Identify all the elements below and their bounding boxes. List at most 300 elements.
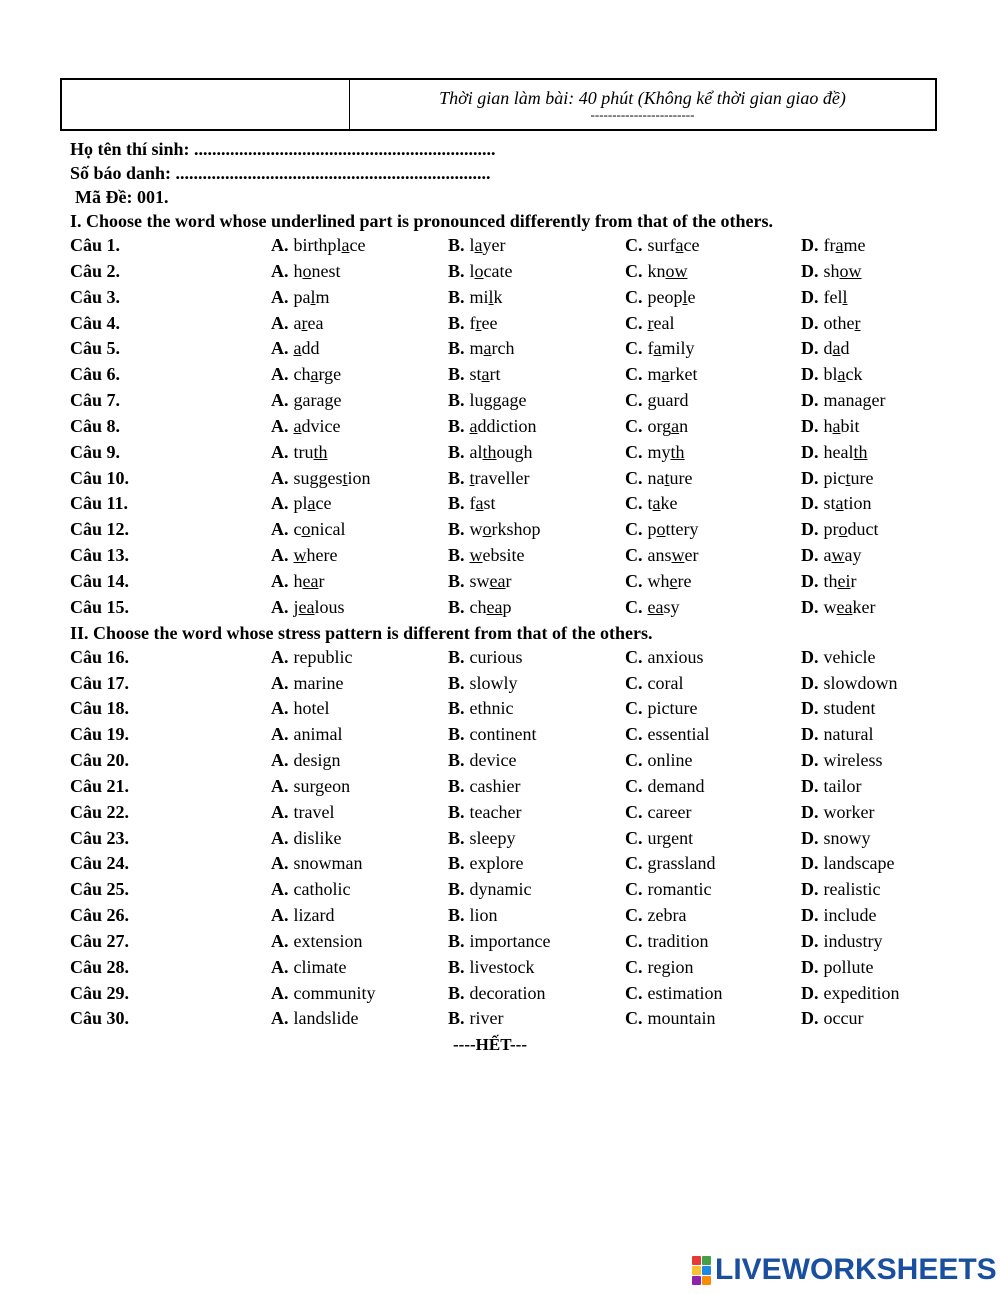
header-dashes: ------------------------ bbox=[590, 107, 695, 122]
question-number: Câu 15. bbox=[70, 596, 130, 617]
underlined-part: o bbox=[482, 519, 492, 540]
option-word: lizard bbox=[293, 905, 335, 926]
logo-text: LIVEWORKSHEETS bbox=[715, 1253, 997, 1286]
option-letter: C. bbox=[625, 827, 643, 848]
answer-option[interactable] bbox=[801, 491, 872, 517]
answer-option[interactable] bbox=[625, 259, 688, 285]
answer-option[interactable] bbox=[448, 233, 506, 259]
option-letter: B. bbox=[448, 570, 465, 591]
option-letter: A. bbox=[271, 467, 289, 488]
answer-option[interactable] bbox=[801, 903, 876, 929]
answer-option[interactable] bbox=[271, 543, 337, 569]
word-part: d bbox=[823, 338, 833, 359]
word-part: gage bbox=[492, 390, 527, 411]
answer-option[interactable] bbox=[448, 311, 498, 337]
answer-option[interactable] bbox=[448, 259, 513, 285]
question-number: Câu 24. bbox=[70, 853, 130, 874]
word-part: birthpl bbox=[293, 235, 342, 255]
answer-option[interactable] bbox=[271, 285, 330, 311]
option-word bbox=[648, 313, 675, 333]
option-letter: B. bbox=[448, 467, 465, 488]
question-number: Câu 21. bbox=[70, 775, 130, 796]
option-word bbox=[470, 519, 541, 539]
header-right-cell bbox=[350, 80, 935, 129]
answer-option[interactable] bbox=[625, 903, 686, 929]
answer-option[interactable] bbox=[271, 929, 363, 955]
answer-option[interactable] bbox=[271, 440, 328, 466]
answer-option[interactable] bbox=[271, 414, 340, 440]
option-word: realistic bbox=[823, 879, 881, 900]
answer-option[interactable] bbox=[625, 877, 711, 903]
word-part: here bbox=[306, 545, 338, 566]
underlined-part: t bbox=[664, 467, 670, 488]
option-word bbox=[294, 338, 320, 358]
question-row bbox=[70, 645, 970, 671]
answer-option[interactable] bbox=[271, 851, 363, 877]
answer-option[interactable] bbox=[271, 259, 341, 285]
word-part: ke bbox=[660, 493, 678, 514]
word-part: fr bbox=[823, 235, 836, 255]
option-word: decoration bbox=[469, 982, 546, 1003]
word-part: lous bbox=[314, 596, 345, 617]
option-word: cashier bbox=[469, 775, 521, 796]
option-letter: A. bbox=[271, 235, 289, 255]
word-part: raveller bbox=[474, 467, 530, 488]
answer-option[interactable] bbox=[271, 826, 342, 852]
answer-option[interactable] bbox=[448, 336, 515, 362]
answer-option[interactable] bbox=[271, 645, 352, 671]
answer-option[interactable] bbox=[801, 362, 863, 388]
option-letter: C. bbox=[625, 930, 643, 951]
option-word bbox=[648, 493, 678, 513]
option-letter: D. bbox=[801, 698, 819, 719]
student-id-line[interactable]: Số báo danh: ...................................................................... bbox=[70, 163, 491, 183]
option-word: catholic bbox=[293, 879, 351, 900]
header-table bbox=[60, 78, 937, 131]
underlined-part: o bbox=[656, 519, 666, 540]
underlined-part: a bbox=[293, 415, 302, 436]
answer-option[interactable] bbox=[271, 311, 323, 337]
word-part: n bbox=[679, 415, 689, 436]
word-part: k bbox=[493, 286, 503, 307]
underlined-part: a bbox=[483, 338, 492, 359]
answer-option[interactable] bbox=[625, 233, 699, 259]
option-letter: B. bbox=[448, 879, 465, 900]
answer-option[interactable] bbox=[448, 645, 523, 671]
question-row bbox=[70, 543, 970, 569]
answer-option[interactable] bbox=[801, 877, 880, 903]
answer-option[interactable] bbox=[271, 569, 324, 595]
word-part: mily bbox=[661, 338, 695, 359]
option-word: online bbox=[647, 750, 693, 771]
answer-option[interactable] bbox=[625, 696, 697, 722]
answer-option[interactable] bbox=[448, 414, 537, 440]
answer-option[interactable] bbox=[801, 826, 871, 852]
answer-option[interactable] bbox=[625, 414, 688, 440]
answer-option[interactable] bbox=[625, 517, 699, 543]
underlined-part: ow bbox=[839, 260, 862, 281]
question-number: Câu 6. bbox=[70, 364, 121, 385]
option-word bbox=[294, 364, 342, 384]
answer-option[interactable] bbox=[625, 955, 693, 981]
word-part: c bbox=[293, 519, 302, 540]
answer-option[interactable] bbox=[448, 877, 532, 903]
answer-option[interactable] bbox=[271, 722, 342, 748]
answer-option[interactable] bbox=[801, 774, 862, 800]
option-word: wireless bbox=[823, 750, 883, 771]
section2-title: II. Choose the word whose stress pattern is different from that of the others. bbox=[70, 622, 653, 643]
option-word bbox=[648, 390, 689, 410]
answer-option[interactable] bbox=[271, 517, 345, 543]
answer-option[interactable] bbox=[448, 722, 537, 748]
word-part: na bbox=[647, 467, 665, 488]
underlined-part: a bbox=[832, 415, 841, 436]
answer-option[interactable] bbox=[271, 1006, 359, 1032]
option-word bbox=[294, 390, 342, 410]
underlined-part: th bbox=[482, 441, 497, 462]
question-row bbox=[70, 929, 970, 955]
option-word: hotel bbox=[293, 698, 330, 719]
question-number: Câu 13. bbox=[70, 545, 130, 566]
student-name-line[interactable]: Họ tên thí sinh: ................................................................... bbox=[70, 139, 496, 159]
answer-option[interactable] bbox=[625, 569, 691, 595]
answer-option[interactable] bbox=[448, 903, 498, 929]
word-part: a bbox=[293, 312, 302, 333]
option-letter: D. bbox=[801, 827, 819, 848]
option-word bbox=[824, 364, 863, 384]
option-word bbox=[470, 313, 498, 333]
question-row bbox=[70, 440, 970, 466]
answer-option[interactable] bbox=[625, 1006, 716, 1032]
answer-option[interactable] bbox=[801, 233, 866, 259]
answer-option[interactable] bbox=[271, 336, 320, 362]
option-letter: A. bbox=[271, 596, 289, 617]
answer-option[interactable] bbox=[448, 543, 525, 569]
answer-option[interactable] bbox=[625, 440, 685, 466]
option-word bbox=[470, 287, 503, 307]
option-word bbox=[470, 545, 525, 565]
underlined-part: o bbox=[302, 260, 312, 281]
option-word: extension bbox=[293, 930, 363, 951]
word-part: fel bbox=[823, 286, 843, 307]
underlined-part: a bbox=[469, 415, 478, 436]
option-letter: D. bbox=[801, 982, 819, 1003]
answer-option[interactable] bbox=[448, 748, 516, 774]
answer-option[interactable] bbox=[801, 645, 875, 671]
answer-option[interactable] bbox=[448, 362, 501, 388]
option-letter: A. bbox=[271, 570, 289, 591]
underlined-part: l bbox=[682, 286, 688, 307]
answer-option[interactable] bbox=[271, 595, 345, 621]
underlined-part: a bbox=[661, 364, 670, 385]
answer-option[interactable] bbox=[801, 955, 874, 981]
answer-option[interactable] bbox=[801, 929, 883, 955]
word-part: ddiction bbox=[477, 415, 537, 436]
option-word: dynamic bbox=[469, 879, 532, 900]
answer-option[interactable] bbox=[271, 233, 365, 259]
option-letter: A. bbox=[271, 801, 289, 822]
answer-option[interactable] bbox=[448, 491, 496, 517]
answer-option[interactable] bbox=[625, 774, 704, 800]
answer-option[interactable] bbox=[625, 671, 683, 697]
option-word: curious bbox=[469, 646, 523, 667]
answer-option[interactable] bbox=[801, 517, 879, 543]
answer-option[interactable] bbox=[448, 595, 512, 621]
answer-option[interactable] bbox=[625, 491, 678, 517]
answer-option[interactable] bbox=[271, 671, 343, 697]
answer-option[interactable] bbox=[448, 466, 530, 492]
answer-option[interactable] bbox=[801, 569, 857, 595]
word-part: ea bbox=[307, 312, 324, 333]
option-letter: A. bbox=[271, 493, 289, 514]
answer-option[interactable] bbox=[271, 696, 330, 722]
question-number: Câu 16. bbox=[70, 646, 130, 667]
answer-option[interactable] bbox=[625, 388, 688, 414]
option-word bbox=[294, 545, 338, 565]
word-part: ch bbox=[469, 596, 487, 617]
answer-option[interactable] bbox=[271, 903, 334, 929]
answer-option[interactable] bbox=[625, 722, 709, 748]
underlined-part: a bbox=[837, 364, 846, 385]
answer-option[interactable] bbox=[625, 748, 693, 774]
answer-option[interactable] bbox=[271, 774, 350, 800]
answer-option[interactable] bbox=[625, 362, 698, 388]
word-part: r bbox=[318, 570, 325, 591]
underlined-part: w bbox=[831, 545, 845, 566]
option-letter: A. bbox=[271, 338, 289, 359]
answer-option[interactable] bbox=[448, 851, 524, 877]
option-letter: D. bbox=[801, 879, 819, 900]
question-number: Câu 7. bbox=[70, 390, 121, 411]
answer-option[interactable] bbox=[801, 466, 874, 492]
option-word: vehicle bbox=[823, 646, 876, 667]
answer-option[interactable] bbox=[448, 774, 520, 800]
answer-option[interactable] bbox=[625, 336, 695, 362]
answer-option[interactable] bbox=[448, 285, 503, 311]
answer-option[interactable] bbox=[625, 800, 691, 826]
option-word: picture bbox=[647, 698, 698, 719]
word-part: ck bbox=[845, 364, 863, 385]
option-letter: B. bbox=[448, 750, 465, 771]
option-word: ethnic bbox=[469, 698, 514, 719]
answer-option[interactable] bbox=[271, 748, 341, 774]
answer-option[interactable] bbox=[801, 851, 894, 877]
answer-option[interactable] bbox=[448, 929, 550, 955]
option-word bbox=[824, 571, 857, 591]
answer-option[interactable] bbox=[801, 440, 868, 466]
option-letter: A. bbox=[271, 390, 289, 411]
option-word bbox=[294, 468, 371, 488]
question-row bbox=[70, 517, 970, 543]
option-word: tradition bbox=[647, 930, 709, 951]
answer-option[interactable] bbox=[801, 800, 874, 826]
word-part: m bbox=[315, 286, 330, 307]
answer-option[interactable] bbox=[625, 543, 698, 569]
underlined-part: g bbox=[293, 390, 303, 411]
option-letter: B. bbox=[448, 672, 465, 693]
answer-option[interactable] bbox=[625, 466, 693, 492]
option-letter: C. bbox=[625, 441, 643, 462]
answer-option[interactable] bbox=[801, 1006, 863, 1032]
word-part: rt bbox=[489, 364, 501, 385]
answer-option[interactable] bbox=[271, 955, 346, 981]
answer-option[interactable] bbox=[448, 517, 541, 543]
word-part: a bbox=[823, 545, 832, 566]
word-part: duct bbox=[847, 519, 879, 540]
option-word: worker bbox=[823, 801, 875, 822]
question-row bbox=[70, 569, 970, 595]
option-letter: D. bbox=[801, 956, 819, 977]
option-letter: C. bbox=[625, 415, 643, 436]
answer-option[interactable] bbox=[625, 595, 680, 621]
answer-option[interactable] bbox=[448, 440, 533, 466]
word-part: sh bbox=[823, 260, 840, 281]
answer-option[interactable] bbox=[271, 981, 376, 1007]
liveworksheets-logo bbox=[692, 1252, 997, 1288]
answer-option[interactable] bbox=[448, 955, 535, 981]
underlined-part: g bbox=[862, 390, 872, 411]
question-row bbox=[70, 877, 970, 903]
option-word: occur bbox=[823, 1008, 864, 1029]
answer-option[interactable] bbox=[801, 696, 876, 722]
option-letter: A. bbox=[271, 646, 289, 667]
question-row bbox=[70, 336, 970, 362]
answer-option[interactable] bbox=[448, 671, 518, 697]
answer-option[interactable] bbox=[625, 929, 709, 955]
answer-option[interactable] bbox=[801, 259, 862, 285]
word-part: ebsite bbox=[482, 545, 525, 566]
option-letter: C. bbox=[625, 570, 643, 591]
option-letter: C. bbox=[625, 235, 643, 255]
question-number: Câu 11. bbox=[70, 493, 129, 514]
answer-option[interactable] bbox=[448, 696, 514, 722]
question-number: Câu 25. bbox=[70, 879, 130, 900]
answer-option[interactable] bbox=[448, 569, 512, 595]
answer-option[interactable] bbox=[271, 362, 341, 388]
underlined-part: o bbox=[474, 260, 484, 281]
underlined-part: a bbox=[832, 338, 841, 359]
word-part: h bbox=[293, 570, 303, 591]
answer-option[interactable] bbox=[801, 336, 850, 362]
word-part: er bbox=[871, 390, 886, 411]
word-part: th bbox=[823, 570, 838, 591]
answer-option[interactable] bbox=[801, 671, 898, 697]
option-word bbox=[470, 338, 515, 358]
option-letter: B. bbox=[448, 827, 465, 848]
header-left-cell bbox=[62, 80, 350, 129]
answer-option[interactable] bbox=[801, 595, 875, 621]
answer-option[interactable] bbox=[271, 466, 371, 492]
word-part: ce bbox=[683, 235, 700, 255]
answer-option[interactable] bbox=[801, 722, 873, 748]
option-word bbox=[470, 493, 496, 513]
option-letter: A. bbox=[271, 879, 289, 900]
option-word bbox=[648, 235, 700, 255]
answer-option[interactable] bbox=[625, 645, 704, 671]
underlined-part: th bbox=[313, 441, 328, 462]
answer-option[interactable] bbox=[625, 826, 693, 852]
word-part: l bbox=[469, 235, 475, 255]
question-row bbox=[70, 259, 970, 285]
question-number: Câu 10. bbox=[70, 467, 130, 488]
option-letter: A. bbox=[271, 956, 289, 977]
option-letter: C. bbox=[625, 260, 643, 281]
option-word bbox=[294, 261, 341, 281]
option-letter: C. bbox=[625, 1008, 643, 1029]
option-word bbox=[824, 390, 886, 410]
answer-option[interactable] bbox=[271, 388, 341, 414]
question-row bbox=[70, 748, 970, 774]
option-letter: B. bbox=[448, 390, 465, 411]
option-word: expedition bbox=[823, 982, 900, 1003]
answer-option[interactable] bbox=[801, 543, 862, 569]
option-letter: A. bbox=[271, 750, 289, 771]
question-number: Câu 4. bbox=[70, 312, 121, 333]
answer-option[interactable] bbox=[625, 851, 715, 877]
answer-option[interactable] bbox=[625, 285, 696, 311]
underlined-part: a bbox=[307, 493, 316, 514]
underlined-part: th bbox=[670, 441, 685, 462]
word-part: pic bbox=[823, 467, 846, 488]
question-row bbox=[70, 1006, 970, 1032]
answer-option[interactable] bbox=[801, 388, 885, 414]
word-part: r bbox=[850, 570, 857, 591]
option-letter: D. bbox=[801, 467, 819, 488]
answer-option[interactable] bbox=[448, 981, 545, 1007]
option-letter: B. bbox=[448, 982, 465, 1003]
answer-option[interactable] bbox=[271, 491, 332, 517]
answer-option[interactable] bbox=[801, 285, 848, 311]
word-part: rket bbox=[669, 364, 698, 385]
exam-code: Mã Đề: 001. bbox=[75, 187, 169, 207]
word-part: ce bbox=[315, 493, 332, 514]
option-letter: A. bbox=[271, 1008, 289, 1029]
answer-option[interactable] bbox=[448, 800, 521, 826]
question-row bbox=[70, 414, 970, 440]
answer-option[interactable] bbox=[625, 311, 674, 337]
option-word bbox=[824, 261, 862, 281]
answer-option[interactable] bbox=[801, 981, 899, 1007]
word-part: surf bbox=[647, 235, 676, 255]
section2-questions bbox=[70, 645, 970, 1033]
option-letter: B. bbox=[448, 235, 465, 255]
answer-option[interactable] bbox=[448, 826, 516, 852]
underlined-part: t bbox=[342, 467, 348, 488]
question-number: Câu 27. bbox=[70, 930, 130, 951]
word-part: p bbox=[647, 519, 657, 540]
word-part: t bbox=[647, 493, 653, 514]
answer-option[interactable] bbox=[801, 414, 860, 440]
question-row bbox=[70, 774, 970, 800]
word-part: bit bbox=[840, 415, 860, 436]
answer-option[interactable] bbox=[271, 800, 334, 826]
answer-option[interactable] bbox=[801, 748, 882, 774]
word-part: dvice bbox=[301, 415, 341, 436]
answer-option[interactable] bbox=[448, 1006, 504, 1032]
underlined-part: a bbox=[835, 235, 844, 255]
option-letter: A. bbox=[271, 545, 289, 566]
word-part: l bbox=[469, 260, 475, 281]
option-word: natural bbox=[823, 724, 874, 745]
answer-option[interactable] bbox=[271, 877, 350, 903]
answer-option[interactable] bbox=[625, 981, 723, 1007]
option-word: surgeon bbox=[293, 775, 351, 796]
option-word bbox=[648, 442, 685, 462]
answer-option[interactable] bbox=[801, 311, 861, 337]
word-part: sw bbox=[469, 570, 490, 591]
word-part: st bbox=[823, 493, 836, 514]
answer-option[interactable] bbox=[448, 388, 527, 414]
